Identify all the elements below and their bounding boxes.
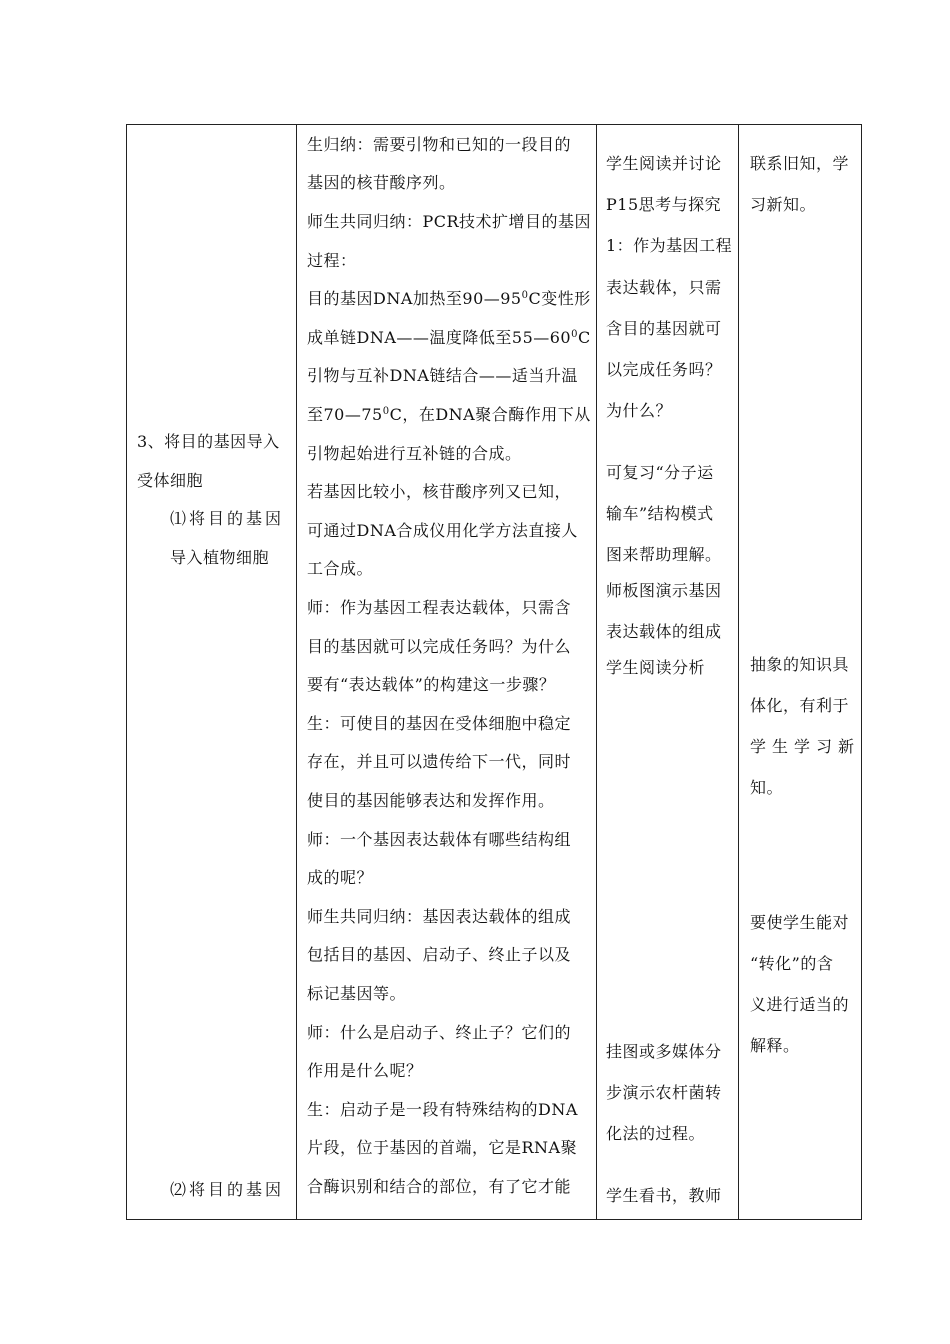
subsection-title: ⑴将目的基因 [170, 509, 285, 528]
design-intent-column [739, 125, 861, 1219]
text-line: 学生看书，教师 [606, 1186, 722, 1205]
text-line: 过程： [307, 251, 357, 270]
text-line: 使目的基因能够表达和发挥作用。 [307, 791, 555, 810]
text-line: 义进行适当的 [750, 995, 850, 1014]
text-line: 师板图演示基因 [606, 581, 722, 600]
text-line: 步演示农杆菌转 [606, 1083, 722, 1102]
text-line: 要有“表达载体”的构建这一步骤？ [307, 675, 556, 694]
text-line: 学生阅读分析 [606, 658, 706, 677]
text-line: 若基因比较小，核苷酸序列又已知， [307, 482, 572, 501]
text-line: 引物与互补DNA链结合——适当升温 [307, 366, 578, 385]
text-line: 生：可使目的基因在受体细胞中稳定 [307, 714, 572, 733]
text-line: 体化，有利于 [750, 696, 850, 715]
text-line: 片段，位于基因的首端，它是RNA聚 [307, 1138, 578, 1157]
text-line: 基因的核苷酸序列。 [307, 173, 456, 192]
text-line: 输车”结构模式 [606, 504, 714, 523]
text-line: 联系旧知，学 [750, 154, 850, 173]
text-line: “转化”的含 [750, 954, 834, 973]
text-line: 解释。 [750, 1036, 800, 1055]
teacher-student-activity-column [297, 125, 596, 1219]
text-line: 标记基因等。 [307, 984, 407, 1003]
text-line: 可复习“分子运 [606, 463, 714, 482]
text-line: 包括目的基因、启动子、终止子以及 [307, 945, 572, 964]
text-line: 生：启动子是一段有特殊结构的DNA [307, 1100, 578, 1119]
text-line: 学生阅读并讨论 [606, 154, 722, 173]
text-line: 引物起始进行互补链的合成。 [307, 444, 522, 463]
text-line: 可通过DNA合成仪用化学方法直接人 [307, 521, 578, 540]
text-line: 表达载体，只需 [606, 278, 722, 297]
text-line: 要使学生能对 [750, 913, 850, 932]
lesson-plan-table [126, 124, 862, 1220]
text-line: 师生共同归纳：PCR技术扩增目的基因 [307, 212, 592, 231]
text-line: 师生共同归纳：基因表达载体的组成 [307, 907, 572, 926]
student-activity-column [597, 125, 738, 1219]
text-line: 生归纳：需要引物和已知的一段目的 [307, 135, 572, 154]
text-line: 师：一个基因表达载体有哪些结构组 [307, 830, 572, 849]
text-line: 图来帮助理解。 [606, 545, 722, 564]
subsection-title: 导入植物细胞 [170, 548, 270, 567]
text-line: 师：作为基因工程表达载体，只需含 [307, 598, 572, 617]
text-line: 1：作为基因工程 [606, 236, 733, 255]
text-line: 成单链DNA——温度降低至$55—60^0C$ [307, 328, 591, 347]
text-line: 目的基因就可以完成任务吗？为什么 [307, 637, 572, 656]
text-line: 至$70—75^0C$，在DNA聚合酶作用下从 [307, 405, 591, 424]
subsection-title: ⑵将目的基因 [170, 1180, 285, 1199]
text-line: 师：什么是启动子、终止子？它们的 [307, 1023, 572, 1042]
text-line: 作用是什么呢？ [307, 1061, 423, 1080]
text-line: 抽象的知识具 [750, 655, 850, 674]
text-line: 化法的过程。 [606, 1124, 706, 1143]
text-line: 挂图或多媒体分 [606, 1042, 722, 1061]
text-line: 合酶识别和结合的部位，有了它才能 [307, 1177, 572, 1196]
text-line: 学生学习新 [750, 737, 861, 756]
text-line: 表达载体的组成 [606, 622, 722, 641]
text-line: 工合成。 [307, 559, 374, 578]
section-title: 3、将目的基因导入 [137, 432, 280, 451]
text-line: 含目的基因就可 [606, 319, 722, 338]
text-line: P15思考与探究 [606, 195, 722, 214]
text-line: 成的呢？ [307, 868, 374, 887]
text-line: 习新知。 [750, 195, 817, 214]
text-line: 为什么？ [606, 401, 673, 420]
text-line: 以完成任务吗？ [606, 360, 722, 379]
section-title: 受体细胞 [137, 471, 204, 490]
content-column [127, 125, 296, 1219]
text-line: 存在，并且可以遗传给下一代，同时 [307, 752, 572, 771]
text-line: 知。 [750, 778, 784, 797]
text-line: 目的基因DNA加热至$90—95^0C$变性形 [307, 289, 591, 308]
